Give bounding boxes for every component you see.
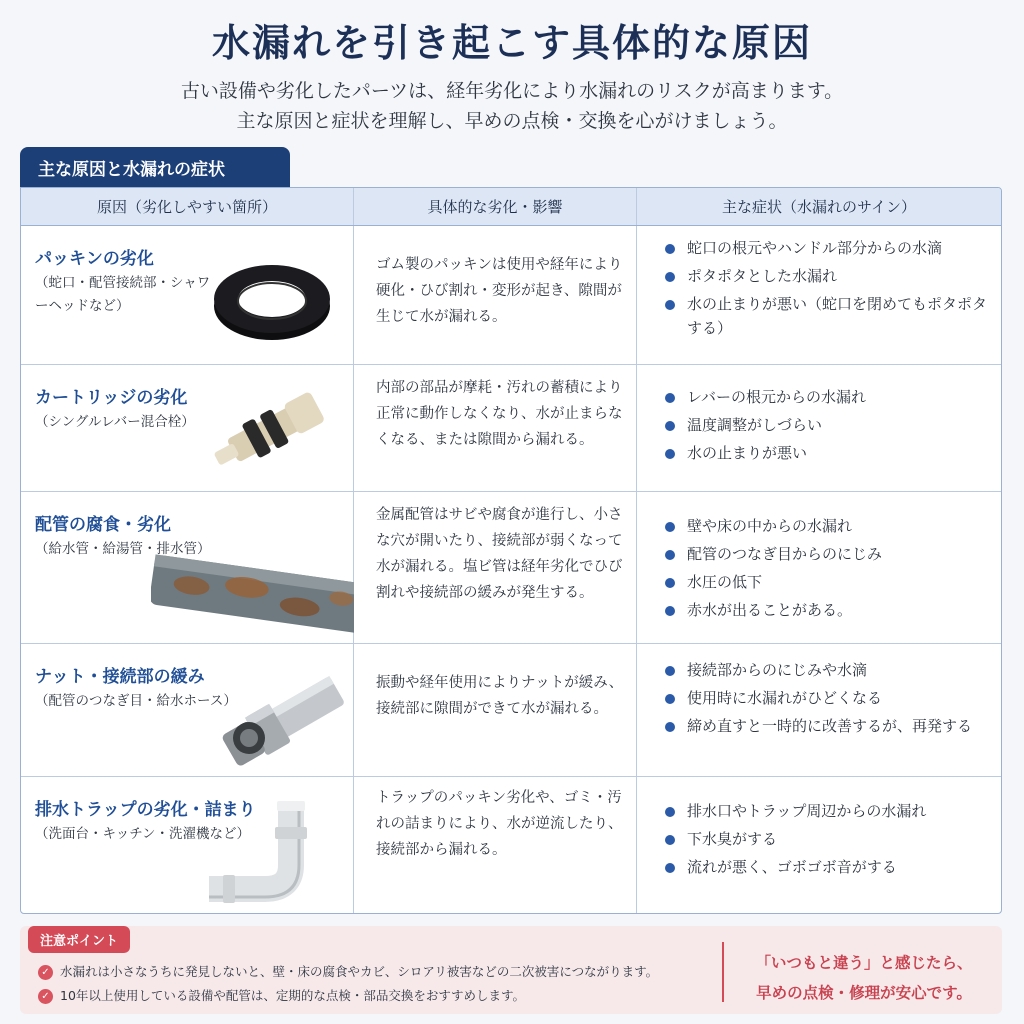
symptom-list xyxy=(665,658,987,742)
symptom-cell xyxy=(637,777,1001,914)
check-icon: ✓ xyxy=(38,965,53,980)
faucet-cartridge-icon xyxy=(207,379,337,479)
symptom-item: 蛇口の根元やハンドル部分からの水滴 xyxy=(665,236,987,260)
subtitle-line-2: 主な原因と症状を理解し、早めの点検・交換を心がけましょう。 xyxy=(236,110,788,132)
check-icon: ✓ xyxy=(38,989,53,1004)
effect-text: トラップのパッキン劣化や、ゴミ・汚れの詰まりにより、水が逆流したり、接続部から漏れる。 xyxy=(376,790,623,858)
symptom-item: 下水臭がする xyxy=(665,827,987,851)
table-row xyxy=(21,644,1001,777)
cause-title: カートリッジの劣化 xyxy=(35,388,188,408)
symptom-list xyxy=(665,514,987,626)
note-box xyxy=(20,926,1002,1014)
cause-subtitle: （給水管・給湯管・排水管） xyxy=(35,541,211,557)
note-item-text: 水漏れは小さなうちに発見しないと、壁・床の腐食やカビ、シロアリ被害などの二次被害につながります。 xyxy=(60,964,659,979)
symptom-cell xyxy=(637,492,1001,643)
corroded-pipe-icon xyxy=(151,554,354,634)
note-item xyxy=(38,960,658,984)
cause-subtitle: （シングルレバー混合栓） xyxy=(35,414,195,430)
cause-title: 配管の腐食・劣化 xyxy=(35,515,171,535)
symptom-item: 流れが悪く、ゴボゴボ音がする xyxy=(665,855,987,879)
effect-cell xyxy=(354,492,637,643)
page-header xyxy=(0,0,1024,136)
symptom-item: ポタポタとした水漏れ xyxy=(665,264,987,288)
note-item-text: 10年以上使用している設備や配管は、定期的な点検・部品交換をおすすめします。 xyxy=(60,988,526,1003)
table-row xyxy=(21,492,1001,644)
symptom-item: 配管のつなぎ目からのにじみ xyxy=(665,542,987,566)
page-subtitle xyxy=(0,76,1024,136)
cause-subtitle: （洗面台・キッチン・洗濯機など） xyxy=(35,826,251,842)
table-row xyxy=(21,777,1001,914)
symptom-item: レバーの根元からの水漏れ xyxy=(665,385,987,409)
symptom-item: 壁や床の中からの水漏れ xyxy=(665,514,987,538)
symptom-cell xyxy=(637,644,1001,776)
symptom-item: 水圧の低下 xyxy=(665,570,987,594)
section-tab: 主な原因と水漏れの症状 xyxy=(20,147,290,187)
symptom-cell xyxy=(637,226,1001,364)
header-cause: 原因（劣化しやすい箇所） xyxy=(21,188,354,225)
symptom-item: 温度調整がしづらい xyxy=(665,413,987,437)
symptom-item: 締め直すと一時的に改善するが、再発する xyxy=(665,714,987,738)
symptom-item: 接続部からのにじみや水滴 xyxy=(665,658,987,682)
drain-trap-elbow-icon xyxy=(203,797,333,907)
note-label: 注意ポイント xyxy=(28,926,130,953)
table-row xyxy=(21,226,1001,365)
cause-title: ナット・接続部の緩み xyxy=(35,667,205,687)
effect-cell xyxy=(354,365,637,491)
table-row xyxy=(21,365,1001,492)
symptom-item: 排水口やトラップ周辺からの水漏れ xyxy=(665,799,987,823)
effect-cell xyxy=(354,226,637,364)
cause-cell xyxy=(21,777,354,914)
symptom-item: 赤水が出ることがある。 xyxy=(665,598,987,622)
symptom-item: 使用時に水漏れがひどくなる xyxy=(665,686,987,710)
cause-cell xyxy=(21,365,354,491)
effect-text: 金属配管はサビや腐食が進行し、小さな穴が開いたり、接続部が弱くなって水が漏れる。塩ビ管は経年劣化でひび割れや接続部の緩みが発生する。 xyxy=(376,507,623,601)
cause-title: パッキンの劣化 xyxy=(35,249,154,269)
callout-line-1: 「いつもと違う」と感じたら、 xyxy=(755,954,973,972)
symptom-item: 水の止まりが悪い（蛇口を閉めてもポタポタする） xyxy=(665,292,987,340)
symptom-list xyxy=(665,799,987,883)
symptom-list xyxy=(665,385,987,469)
page-title: 水漏れを引き起こす具体的な原因 xyxy=(211,21,812,65)
cause-cell xyxy=(21,492,354,643)
cause-subtitle: （配管のつなぎ目・給水ホース） xyxy=(35,693,237,709)
causes-table xyxy=(20,187,1002,914)
callout-line-2: 早めの点検・修理が安心です。 xyxy=(756,984,972,1002)
pipe-nut-fitting-icon xyxy=(217,674,347,769)
effect-text: ゴム製のパッキンは使用や経年により硬化・ひび割れ・変形が起き、隙間が生じて水が漏れる。 xyxy=(376,257,623,325)
table-header xyxy=(21,188,1001,226)
note-callout xyxy=(736,948,992,1008)
header-symptoms: 主な症状（水漏れのサイン） xyxy=(722,198,916,216)
note-divider xyxy=(722,942,724,1002)
note-list xyxy=(38,960,658,1008)
cause-cell xyxy=(21,644,354,776)
effect-text: 振動や経年使用によりナットが緩み、接続部に隙間ができて水が漏れる。 xyxy=(376,675,624,717)
effect-cell xyxy=(354,644,637,776)
symptom-list xyxy=(665,236,987,344)
header-effect: 具体的な劣化・影響 xyxy=(354,188,637,225)
cause-subtitle: （蛇口・配管接続部・シャワーヘッドなど） xyxy=(35,275,211,314)
cause-title: 排水トラップの劣化・詰まり xyxy=(35,800,256,820)
symptom-item: 水の止まりが悪い xyxy=(665,441,987,465)
effect-text: 内部の部品が摩耗・汚れの蓄積により正常に動作しなくなり、水が止まらなくなる、または隙間から漏れる。 xyxy=(376,380,623,448)
symptom-cell xyxy=(637,365,1001,491)
subtitle-line-1: 古い設備や劣化したパーツは、経年劣化により水漏れのリスクが高まります。 xyxy=(180,80,844,102)
effect-cell xyxy=(354,777,637,914)
rubber-gasket-icon xyxy=(207,254,337,344)
note-item xyxy=(38,984,658,1008)
cause-cell xyxy=(21,226,354,364)
